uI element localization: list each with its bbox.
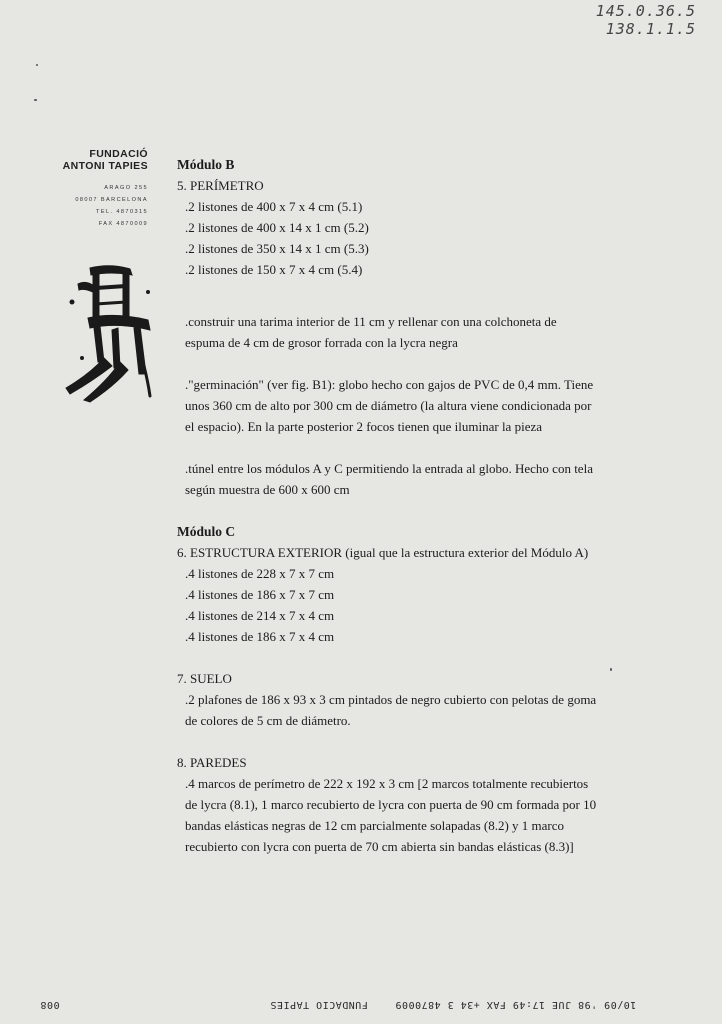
estructura-item: .4 listones de 228 x 7 x 7 cm <box>185 566 335 581</box>
paredes-paragraph: .4 marcos de perímetro de 222 x 192 x 3 cm [2 marcos totalmente recubiertos de lycra (8.1), 1 marco recubierto de lycra con puerta de 90 cm formada por 10 bandas elásticas negras de 12 cm parcialmente solapadas (8.2) y 1 marco recubierto con lycra con puerta de 70 cm abierta sin bandas elásticas (8.3)] <box>185 776 597 854</box>
estructura-item: .4 listones de 186 x 7 x 7 cm <box>185 587 335 602</box>
fax-sender: FUNDACIO TAPIES <box>270 999 368 1010</box>
address-tel: TEL. 4870315 <box>96 209 148 215</box>
estructura-heading: 6. ESTRUCTURA EXTERIOR (igual que la estructura exterior del Módulo A) <box>177 545 589 560</box>
suelo-paragraph: .2 plafones de 186 x 93 x 3 cm pintados de negro cubierto con pelotas de goma de colores de 5 cm de diámetro. <box>185 692 597 728</box>
fax-page-number: 008 <box>40 999 60 1010</box>
scan-speck <box>34 99 37 101</box>
document-body <box>177 154 597 857</box>
scan-speck <box>36 64 38 66</box>
perimetro-item: .2 listones de 400 x 14 x 1 cm (5.2) <box>185 220 369 235</box>
paredes-heading: 8. PAREDES <box>177 755 247 770</box>
estructura-item: .4 listones de 186 x 7 x 4 cm <box>185 629 335 644</box>
address-city: 08007 BARCELONA <box>75 197 148 203</box>
fax-header-line: 10/09 '98 JUE 17:49 FAX +34 3 4870009 <box>395 999 637 1010</box>
archive-numbers <box>596 2 696 38</box>
module-c-title: Módulo C <box>177 524 236 539</box>
tarima-paragraph: .construir una tarima interior de 11 cm y rellenar con una colchoneta de espuma de 4 cm de grosor forrada con la lycra negra <box>185 314 557 350</box>
archive-number-1: 145.0.36.5 <box>595 2 696 20</box>
estructura-item: .4 listones de 214 x 7 x 4 cm <box>185 608 335 623</box>
chair-logo-icon <box>60 262 156 404</box>
germinacion-paragraph: ."germinación" (ver fig. B1): globo hecho con gajos de PVC de 0,4 mm. Tiene unos 360 cm de alto por 300 cm de diámetro (la altura viene condicionada por el espacio). En la parte posterior 2 focos tienen que iluminar la pieza <box>185 377 594 434</box>
foundation-address <box>56 182 148 230</box>
perimetro-item: .2 listones de 350 x 14 x 1 cm (5.3) <box>185 241 369 256</box>
letterhead <box>56 148 148 230</box>
perimetro-item: .2 listones de 400 x 7 x 4 cm (5.1) <box>185 199 363 214</box>
archive-number-2: 138.1.1.5 <box>605 20 696 38</box>
address-fax: FAX 4870009 <box>98 221 148 227</box>
foundation-name-line1: FUNDACIÓ <box>89 148 148 160</box>
module-b-title: Módulo B <box>177 157 235 172</box>
suelo-heading: 7. SUELO <box>177 671 232 686</box>
address-street: ARAGO 255 <box>104 185 148 191</box>
scan-speck <box>610 668 612 671</box>
tunel-paragraph: .túnel entre los módulos A y C permitiendo la entrada al globo. Hecho con tela según muestra de 600 x 600 cm <box>185 461 593 497</box>
foundation-name-line2: ANTONI TAPIES <box>62 160 148 172</box>
perimetro-item: .2 listones de 150 x 7 x 4 cm (5.4) <box>185 262 363 277</box>
perimetro-heading: 5. PERÍMETRO <box>177 178 264 193</box>
